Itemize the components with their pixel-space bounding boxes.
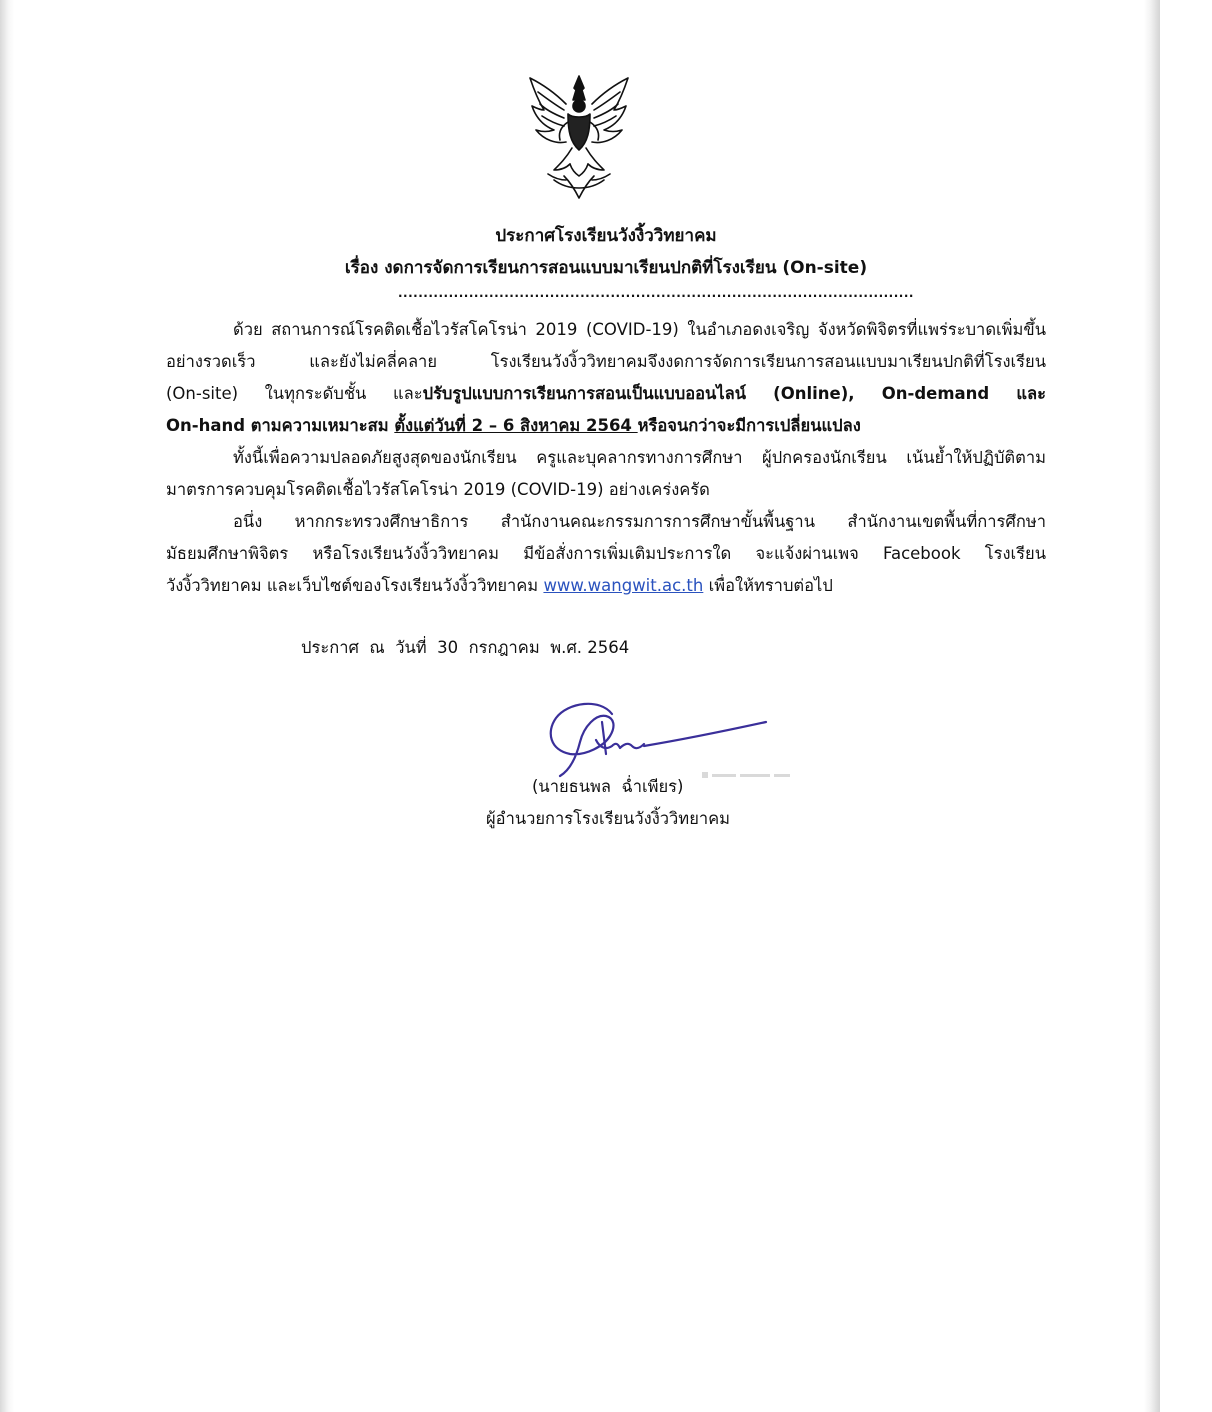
paragraph-2-line-1: ทั้งนี้เพื่อความปลอดภัยสูงสุดของนักเรียน ครูและบุคลากรทางการศึกษา ผู้ปกครองนักเรียน เน้นย้ำให้ปฏิบัติตาม	[233, 448, 1046, 467]
school-website-link[interactable]: www.wangwit.ac.th	[543, 576, 704, 595]
signature-icon	[540, 696, 800, 786]
paragraph-3-line-2: มัธยมศึกษาพิจิตร หรือโรงเรียนวังงิ้ววิทยาคม มีข้อสั่งการเพิ่มเติมประการใด จะแจ้งผ่านเพจ Facebook โรงเรียน	[166, 544, 1046, 563]
garuda-emblem-icon	[524, 70, 634, 202]
paragraph-3-line-3-end: เพื่อให้ทราบต่อไป	[703, 576, 833, 595]
paragraph-1-line-2: อย่างรวดเร็ว และยังไม่คลี่คลาย โรงเรียนวังงิ้ววิทยาคมจึงงดการจัดการเรียนการสอนแบบมาเรียนปกติที่โรงเรียน	[166, 352, 1046, 371]
separator-dots: ......................................................................................................	[398, 286, 914, 300]
announcement-title: ประกาศโรงเรียนวังงิ้ววิทยาคม	[495, 226, 717, 246]
effective-dates: ตั้งแต่วันที่ 2 – 6 สิงหาคม 2564	[394, 416, 638, 435]
announcement-subject: เรื่อง งดการจัดการเรียนการสอนแบบมาเรียนปกติที่โรงเรียน (On-site)	[344, 258, 868, 278]
paragraph-3-line-1: อนึ่ง หากกระทรวงศึกษาธิการ สำนักงานคณะกรรมการการศึกษาขั้นพื้นฐาน สำนักงานเขตพื้นที่การศึกษา	[233, 512, 1046, 531]
signer-position: ผู้อำนวยการโรงเรียนวังงิ้ววิทยาคม	[486, 809, 731, 828]
paragraph-1-line-4	[166, 414, 1046, 438]
paragraph-1-line-1: ด้วย สถานการณ์โรคติดเชื้อไวรัสโคโรน่า 2019 (COVID-19) ในอำเภอดงเจริญ จังหวัดพิจิตรที่แพร่ระบาดเพิ่มขึ้น	[233, 320, 1046, 339]
page-edge-left	[0, 0, 14, 1412]
paragraph-1-line-3-normal: (On-site) ในทุกระดับชั้น และ	[166, 384, 423, 403]
signer-name: (นายธนพล ฉ่ำเพียร)	[532, 777, 684, 796]
paragraph-2-line-2: มาตรการควบคุมโรคติดเชื้อไวรัสโคโรน่า 2019 (COVID-19) อย่างเคร่งครัด	[166, 480, 710, 499]
paragraph-1-line-3-bold: ปรับรูปแบบการเรียนการสอนเป็นแบบออนไลน์ (Online), On-demand และ	[422, 384, 1046, 403]
paragraph-1-line-4-tail: หรือจนกว่าจะมีการเปลี่ยนแปลง	[637, 416, 861, 435]
announcement-date: ประกาศ ณ วันที่ 30 กรกฎาคม พ.ศ. 2564	[301, 638, 630, 657]
paragraph-1-line-4-bold: On-hand ตามความเหมาะสม	[166, 416, 395, 435]
paragraph-1-line-3	[166, 382, 1046, 406]
paragraph-3-line-3-start: วังงิ้ววิทยาคม และเว็บไซต์ของโรงเรียนวังงิ้ววิทยาคม	[166, 576, 544, 595]
page-edge-right	[1144, 0, 1160, 1412]
paragraph-3-line-3	[166, 574, 1046, 598]
